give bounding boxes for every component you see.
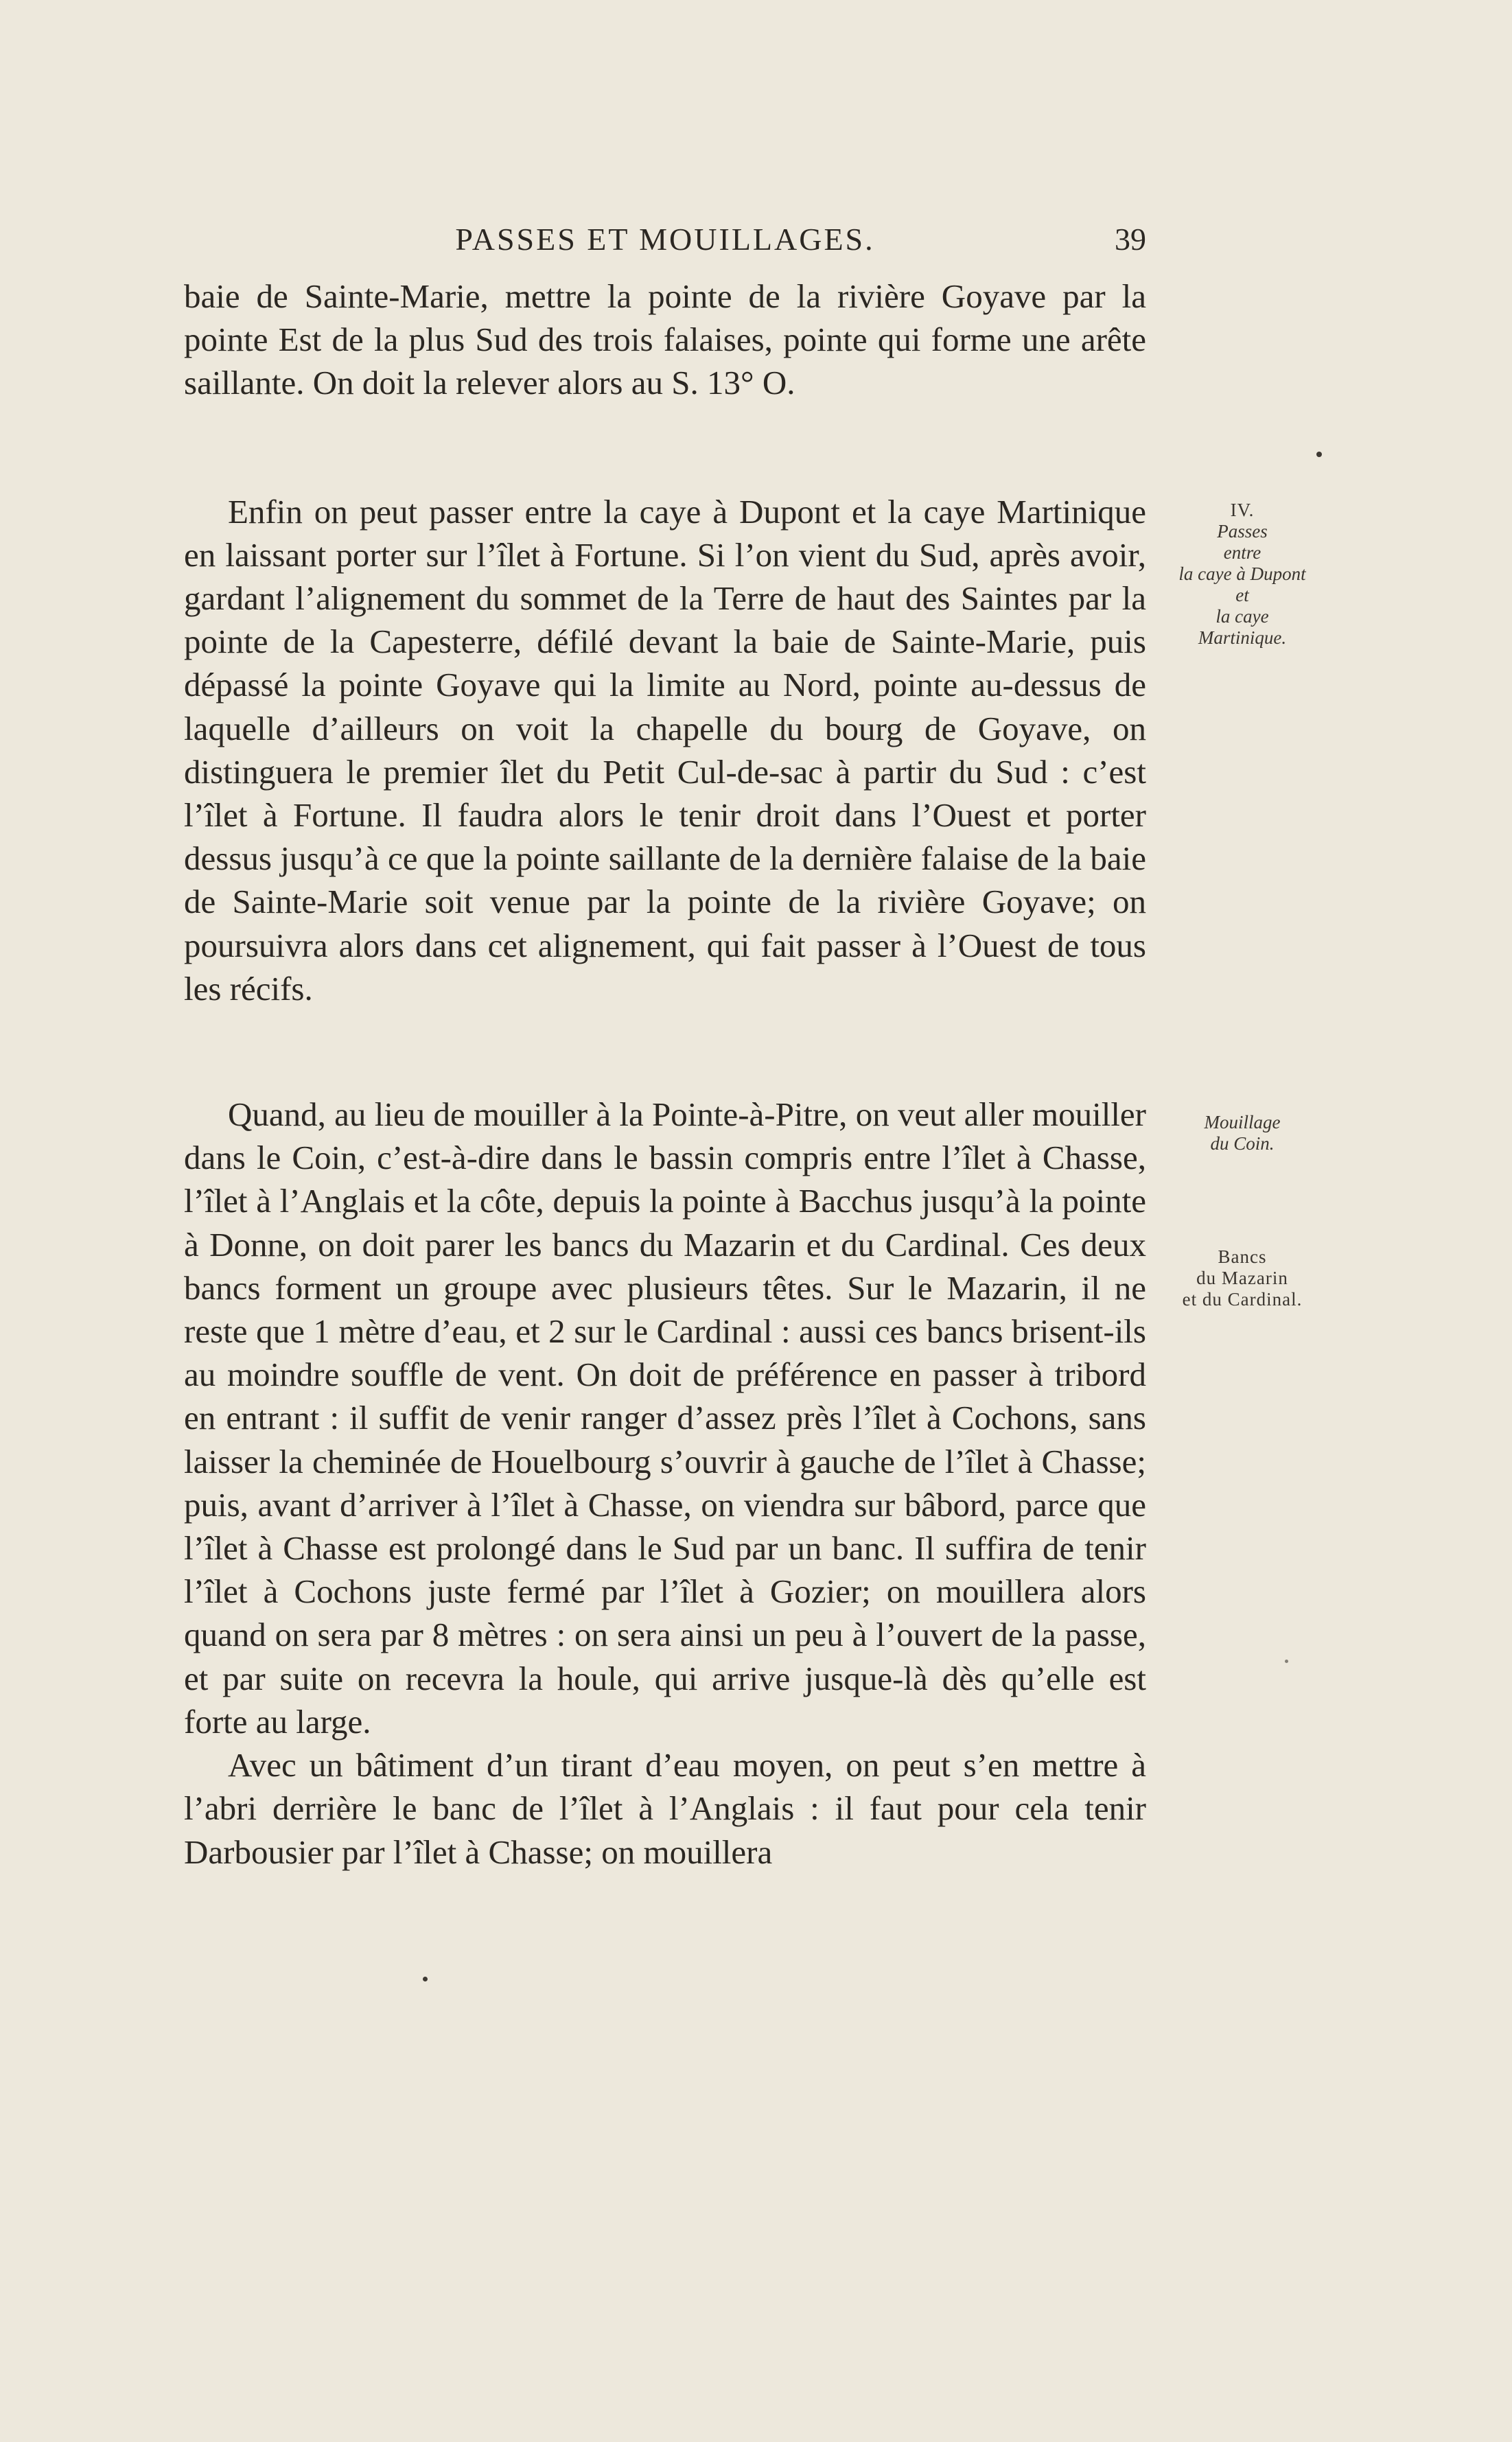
running-head: PASSES ET MOUILLAGES. — [455, 222, 875, 257]
note-line: la caye — [1216, 606, 1269, 627]
margin-note-bancs — [1160, 1246, 1325, 1310]
paragraph-2: Enfin on peut passer entre la caye à Dupont et la caye Martinique en laissant porter sur l’îlet à Fortune. Si l’on vient du Sud, après avoir, gardant l’alignement du sommet de la Terre de haut des Saintes par la pointe de la Capesterre, défilé devant la baie de Sainte-Marie, puis dépassé la pointe Goyave qui la limite au Nord, pointe au-dessus de laquelle d’ailleurs on voit la chapelle du bourg de Goyave, on distinguera le premier îlet du Petit Cul-de-sac à partir du Sud : c’est l’îlet à Fortune. Il faudra alors le tenir droit dans l’Ouest et porter dessus jusqu’à ce que la pointe saillante de la dernière falaise de la baie de Sainte-Marie soit venue par la pointe de la rivière Goyave; on poursuivra alors dans cet alignement, qui fait passer à l’Ouest de tous les récifs. — [184, 492, 1146, 1008]
body-text — [184, 275, 1146, 1874]
note-line: entre — [1223, 542, 1261, 563]
ink-speck — [1285, 1660, 1288, 1663]
note-line: et — [1235, 585, 1249, 605]
ink-speck — [1316, 452, 1322, 457]
note-line: et du Cardinal. — [1182, 1289, 1303, 1310]
page-header — [184, 221, 1146, 262]
paragraph-4: Avec un bâtiment d’un tirant d’eau moyen, on peut s’en mettre à l’abri derrière le banc de l’îlet à l’Anglais : il faut pour cela tenir Darbousier par l’îlet à Chasse; on mouillera — [184, 1746, 1146, 1871]
note-line: Passes — [1217, 521, 1268, 542]
note-line: la caye à Dupont — [1178, 563, 1306, 584]
paragraph-1: baie de Sainte-Marie, mettre la pointe de la rivière Goyave par la pointe Est de la plus Sud des trois falaises, pointe qui forme une arête saillante. On doit la relever alors au S. 13° O. — [184, 277, 1146, 402]
margin-note-coin — [1174, 1112, 1311, 1154]
note-line: Bancs — [1218, 1246, 1267, 1267]
paragraph-3: Quand, au lieu de mouiller à la Pointe-à-Pitre, on veut aller mouiller dans le Coin, c’est-à-dire dans le bassin compris entre l’îlet à Chasse, l’îlet à l’Anglais et la côte, depuis la pointe à Bacchus jusqu’à la pointe à Donne, on doit parer les bancs du Mazarin et du Cardinal. Ces deux bancs forment un groupe avec plusieurs têtes. Sur le Mazarin, il ne reste que 1 mètre d’eau, et 2 sur le Cardinal : aussi ces bancs brisent-ils au moindre souffle de vent. On doit de préférence en passer à tribord en entrant : il suffit de venir ranger d’assez près l’îlet à Cochons, sans laisser la cheminée de Houelbourg s’ouvrir à gauche de l’îlet à Chasse; puis, avant d’arriver à l’îlet à Chasse, on viendra sur bâbord, parce que l’îlet à Chasse est prolongé dans le Sud par un banc. Il suffira de tenir l’îlet à Cochons juste fermé par l’îlet à Gozier; on mouillera alors quand on sera par 8 mètres : on sera ainsi un peu à l’ouvert de la passe, et par suite on recevra la houle, qui arrive jusque-là dès qu’elle est forte au large. — [184, 1095, 1146, 1741]
note-line: Mouillage — [1204, 1112, 1281, 1132]
margin-note-passes — [1160, 500, 1325, 649]
note-line: Martinique. — [1198, 627, 1287, 648]
note-line: du Mazarin — [1196, 1268, 1288, 1288]
ink-speck — [423, 1977, 428, 1981]
page-number: 39 — [1115, 222, 1146, 257]
note-line: du Coin. — [1210, 1133, 1275, 1154]
note-line: IV. — [1230, 500, 1255, 520]
